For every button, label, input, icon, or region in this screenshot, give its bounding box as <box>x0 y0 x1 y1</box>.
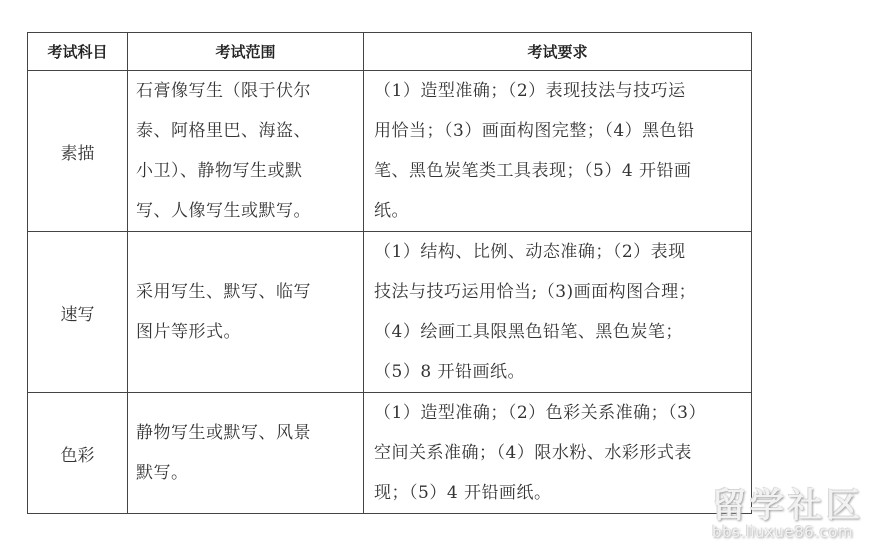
text-line: 技法与技巧运用恰当;（3)画面构图合理； <box>374 282 697 302</box>
text-line: （4）绘画工具限黑色铅笔、黑色炭笔； <box>374 322 683 342</box>
text-line: 泰、阿格里巴、海盗、 <box>136 121 311 141</box>
watermark-title: 留学社区 <box>712 486 864 526</box>
watermark-logo <box>712 478 864 541</box>
header-requirements: 考试要求 <box>364 33 752 71</box>
subject-cell: 色彩 <box>28 393 128 514</box>
text-line: 图片等形式。 <box>136 322 241 342</box>
text-line: 写、人像写生或默写。 <box>136 201 311 221</box>
scope-cell <box>128 71 364 232</box>
text-line: 默写。 <box>136 463 189 483</box>
requirements-cell <box>364 232 752 393</box>
text-line: （5）8 开铅画纸。 <box>374 362 526 382</box>
table-header-row <box>28 33 752 71</box>
text-line: 石膏像写生（限于伏尔 <box>136 81 311 101</box>
text-line: 静物写生或默写、风景 <box>136 423 311 443</box>
table-row <box>28 232 752 393</box>
text-line: （1）结构、比例、动态准确；（2）表现 <box>374 242 686 262</box>
watermark-url: bbs.liuxue86.com <box>712 523 853 541</box>
scope-cell <box>128 393 364 514</box>
text-line: 纸。 <box>374 201 409 221</box>
table-row <box>28 393 752 514</box>
table-row <box>28 71 752 232</box>
text-line: 现；（5）4 开铅画纸。 <box>374 483 552 503</box>
requirements-cell <box>364 393 752 514</box>
subject-cell: 速写 <box>28 232 128 393</box>
text-line: 空间关系准确；（4）限水粉、水彩形式表 <box>374 443 692 463</box>
text-line: （1）造型准确；（2）色彩关系准确；（3） <box>374 403 706 423</box>
header-subject: 考试科目 <box>28 33 128 71</box>
text-line: 笔、黑色炭笔类工具表现；（5）4 开铅画 <box>374 161 692 181</box>
scope-cell <box>128 232 364 393</box>
requirements-cell <box>364 71 752 232</box>
text-line: 小卫）、静物写生或默 <box>136 161 303 181</box>
exam-requirements-table <box>27 32 752 514</box>
header-scope: 考试范围 <box>128 33 364 71</box>
text-line: （1）造型准确；（2）表现技法与技巧运 <box>374 81 686 101</box>
subject-cell: 素描 <box>28 71 128 232</box>
text-line: 用恰当；（3）画面构图完整；（4）黑色铅 <box>374 121 695 141</box>
text-line: 采用写生、默写、临写 <box>136 282 311 302</box>
